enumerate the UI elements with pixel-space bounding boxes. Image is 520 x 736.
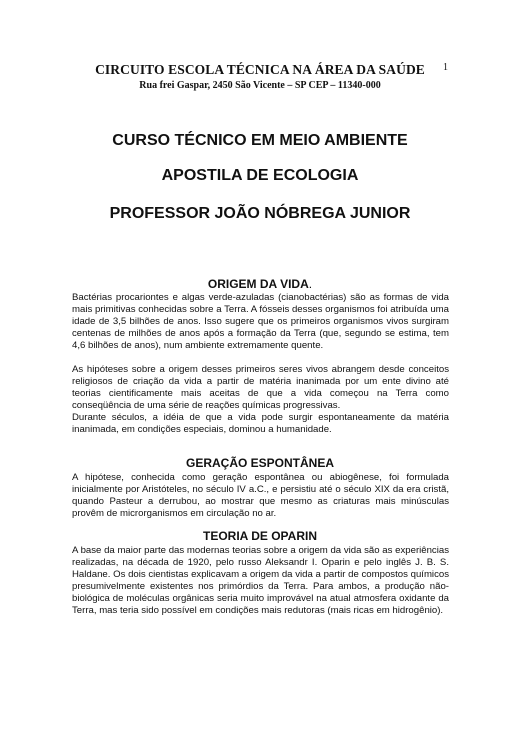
section-title-oparin: TEORIA DE OPARIN	[202, 529, 317, 543]
paragraph-oparin-1: A base da maior parte das modernas teorias sobre a origem da vida são as experiências realizadas, na década de 1920, pelo russo Aleksandr I. Oparin e pelo inglês J. B. S. Haldane. Os dois cientistas explicavam a origem da vida a partir de compostos químicos presumivelmente existentes nos primórdios da Terra. Para ambos, a produção não-biológica de moléculas orgânicas seria muito improvável na atual atmosfera oxidante da Terra, mas teria sido possível em condições mais redutoras (mais ricas em hidrogênio).	[72, 545, 449, 616]
page-number: 1	[443, 62, 448, 73]
section-title-origem	[0, 277, 520, 291]
professor-name: PROFESSOR JOÃO NÓBREGA JUNIOR	[109, 205, 411, 222]
section-title-geracao: GERAÇÃO ESPONTÂNEA	[185, 456, 334, 470]
section-title-origem-text: ORIGEM DA VIDA	[207, 277, 309, 291]
course-title: CURSO TÉCNICO EM MEIO AMBIENTE	[112, 132, 408, 149]
subject-title: APOSTILA DE ECOLOGIA	[161, 167, 359, 184]
school-name: CIRCUITO ESCOLA TÉCNICA NA ÁREA DA SAÚDE	[95, 62, 425, 77]
school-address: Rua frei Gaspar, 2450 São Vicente – SP CEP – 11340-000	[139, 80, 381, 91]
paragraph-origem-2: As hipóteses sobre a origem desses primeiros seres vivos abrangem desde conceitos religiosos de criação da vida a partir de matéria inanimada por um ente divino até teorias cientificamente mais aceitas de que a vida começou na Terra como conseqüência de uma série de reações químicas progressivas.	[72, 364, 449, 411]
paragraph-geracao-1: A hipótese, conhecida como geração espontânea ou abiogênese, foi formulada inicialmente por Aristóteles, no século IV a.C., e persistiu até o século XIX da era cristã, quando Pasteur a derrubou, ao mostrar que mesmo as criaturas mais minúsculas provêm de microrganismos em circulação no ar.	[72, 472, 449, 519]
paragraph-origem-3: Durante séculos, a idéia de que a vida pode surgir espontaneamente da matéria inanimada, em condições especiais, dominou a humanidade.	[72, 412, 449, 435]
paragraph-origem-1: Bactérias procariontes e algas verde-azuladas (cianobactérias) são as formas de vida mais primitivas conhecidas sobre a Terra. A fósseis desses organismos foi atribuída uma idade de 3,5 bilhões de anos. Isso sugere que os primeiros organismos vivos surgiram centenas de milhões de anos após a formação da Terra (que, segundo se estima, tem 4,6 bilhões de anos), num ambiente extremamente quente.	[72, 292, 449, 351]
section-title-origem-period: .	[308, 277, 313, 291]
